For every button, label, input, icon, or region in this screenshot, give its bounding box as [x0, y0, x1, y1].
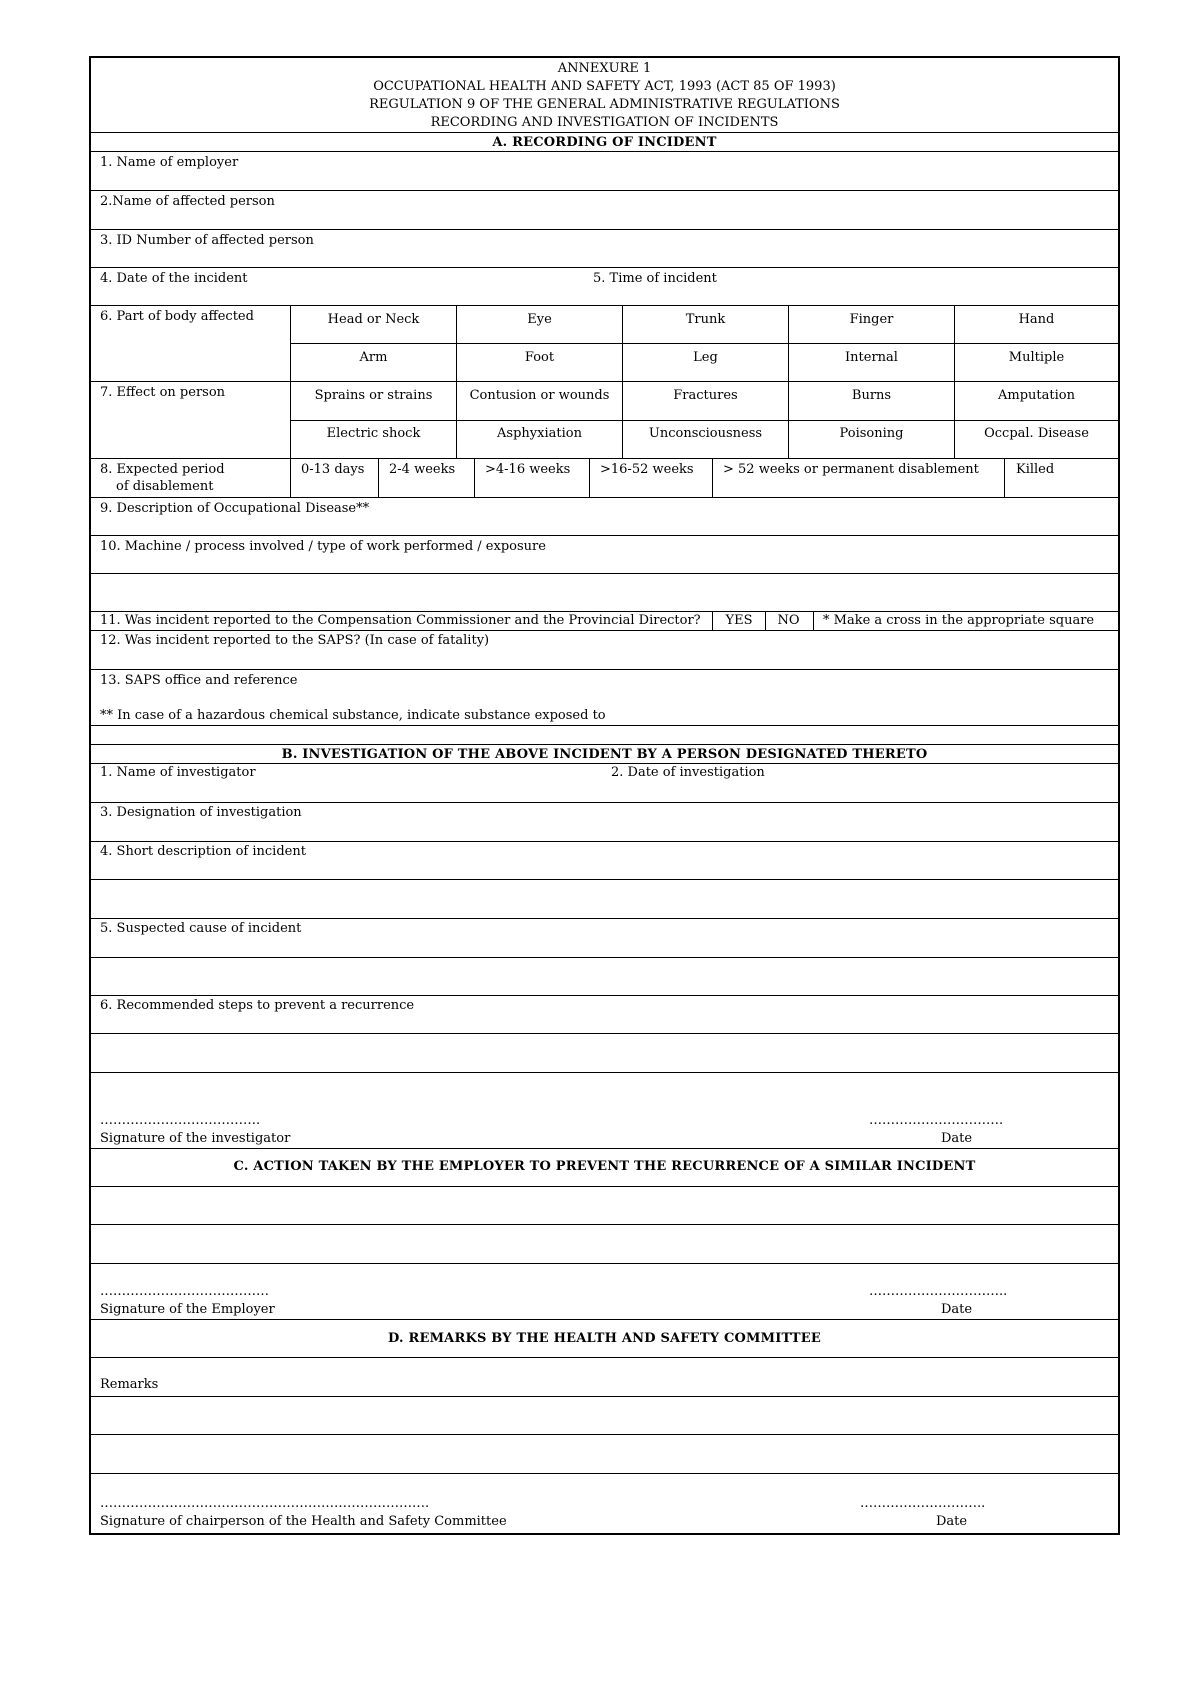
option-burns[interactable]: Burns	[851, 388, 892, 403]
body-part-col	[290, 306, 456, 381]
id-number-field[interactable]	[91, 230, 1118, 268]
option-internal[interactable]: Internal	[845, 350, 898, 365]
committee-date-label: Date	[936, 1514, 968, 1529]
investigator-signature-block[interactable]	[91, 1073, 1118, 1149]
saps-office-label: 13. SAPS office and reference	[100, 673, 298, 688]
remarks-field[interactable]	[91, 1358, 1118, 1397]
body-part-grid	[91, 306, 1118, 382]
designation-field[interactable]	[91, 803, 1118, 842]
committee-signature-label: Signature of chairperson of the Health and Safety Committee	[100, 1514, 507, 1529]
period-option-label: > 52 weeks or permanent disablement	[723, 462, 979, 477]
hazard-note: ** In case of a hazardous chemical substance, indicate substance exposed to	[100, 708, 606, 723]
option-electric-shock[interactable]: Electric shock	[326, 426, 421, 441]
option-arm[interactable]: Arm	[359, 350, 388, 365]
form-header	[91, 58, 1118, 133]
employer-date-label: Date	[941, 1302, 973, 1317]
investigator-signature-line: ……………………………….	[100, 1113, 261, 1128]
compensation-report-row	[91, 612, 1118, 631]
employer-date-line: …………………………..	[869, 1284, 1008, 1299]
incident-form	[89, 56, 1120, 1535]
body-part-label: 6. Part of body affected	[100, 309, 254, 324]
id-number-label: 3. ID Number of affected person	[100, 233, 314, 248]
no-label: NO	[777, 613, 800, 628]
body-part-col	[622, 306, 788, 381]
period-option-label: Killed	[1016, 462, 1055, 477]
option-sprains[interactable]: Sprains or strains	[314, 388, 433, 403]
committee-date-line: ………………………..	[860, 1496, 986, 1511]
recommended-steps-extra-line[interactable]	[91, 1034, 1118, 1073]
section-d-title	[91, 1320, 1118, 1358]
committee-signature-block[interactable]	[91, 1474, 1118, 1535]
body-part-col	[954, 306, 1118, 381]
machine-process-extra-line[interactable]	[91, 574, 1118, 612]
recommended-steps-field[interactable]	[91, 996, 1118, 1034]
investigator-date-line: ………………………….	[869, 1113, 1004, 1128]
employer-name-field[interactable]	[91, 152, 1118, 191]
saps-report-label: 12. Was incident reported to the SAPS? (In case of fatality)	[100, 633, 490, 648]
option-fractures[interactable]: Fractures	[673, 388, 738, 403]
section-c-heading: C. ACTION TAKEN BY THE EMPLOYER TO PREVENT THE RECURRENCE OF A SIMILAR INCIDENT	[233, 1159, 976, 1174]
remarks-line-2[interactable]	[91, 1397, 1118, 1435]
investigator-row[interactable]	[91, 764, 1118, 803]
remarks-line-3[interactable]	[91, 1435, 1118, 1474]
header-annexure: ANNEXURE 1	[557, 61, 652, 76]
employer-signature-line: …………………………………	[100, 1284, 269, 1299]
period-option-label: >16-52 weeks	[600, 462, 694, 477]
option-multiple[interactable]: Multiple	[1008, 350, 1065, 365]
affected-person-label: 2.Name of affected person	[100, 194, 275, 209]
investigator-date-label: Date	[941, 1131, 973, 1146]
compensation-report-label: 11. Was incident reported to the Compensation Commissioner and the Provincial Director?	[100, 613, 701, 628]
section-b-heading: B. INVESTIGATION OF THE ABOVE INCIDENT BY A PERSON DESIGNATED THERETO	[281, 747, 928, 762]
option-poisoning[interactable]: Poisoning	[839, 426, 904, 441]
yes-checkbox[interactable]	[712, 612, 766, 630]
yes-label: YES	[725, 613, 753, 628]
option-amputation[interactable]: Amputation	[998, 388, 1075, 403]
period-option-label: >4-16 weeks	[485, 462, 571, 477]
body-part-col	[788, 306, 954, 381]
occupational-disease-field[interactable]	[91, 498, 1118, 536]
option-head-or-neck[interactable]: Head or Neck	[327, 312, 420, 327]
option-trunk[interactable]: Trunk	[685, 312, 726, 327]
machine-process-label: 10. Machine / process involved / type of work performed / exposure	[100, 539, 546, 554]
section-d-heading: D. REMARKS BY THE HEALTH AND SAFETY COMMITTEE	[388, 1331, 821, 1346]
body-part-col	[456, 306, 622, 381]
option-eye[interactable]: Eye	[527, 312, 552, 327]
option-unconsciousness[interactable]: Unconsciousness	[648, 426, 763, 441]
blank-spacer-row	[91, 726, 1118, 745]
saps-office-field[interactable]	[91, 670, 1118, 726]
employer-action-line-2[interactable]	[91, 1225, 1118, 1264]
header-regulation: REGULATION 9 OF THE GENERAL ADMINISTRATIVE REGULATIONS	[369, 97, 840, 112]
committee-signature-line: ………………………………………………………………….	[100, 1496, 430, 1511]
option-foot[interactable]: Foot	[524, 350, 555, 365]
option-killed[interactable]	[1004, 459, 1118, 497]
option-leg[interactable]: Leg	[693, 350, 718, 365]
effect-col	[788, 382, 954, 458]
date-time-row[interactable]	[91, 268, 1118, 306]
header-title: RECORDING AND INVESTIGATION OF INCIDENTS	[430, 115, 779, 130]
option-contusion[interactable]: Contusion or wounds	[469, 388, 610, 403]
option-permanent[interactable]	[712, 459, 1004, 497]
short-description-extra-line[interactable]	[91, 880, 1118, 919]
occupational-disease-label: 9. Description of Occupational Disease**	[100, 501, 370, 516]
short-description-field[interactable]	[91, 842, 1118, 880]
effect-col	[290, 382, 456, 458]
machine-process-field[interactable]	[91, 536, 1118, 574]
effect-label: 7. Effect on person	[100, 385, 226, 400]
disablement-period-row	[91, 459, 1118, 498]
investigator-signature-label: Signature of the investigator	[100, 1131, 291, 1146]
period-option-label: 0-13 days	[301, 462, 365, 477]
option-hand[interactable]: Hand	[1018, 312, 1055, 327]
cross-note: * Make a cross in the appropriate square	[823, 613, 1095, 628]
section-b-title	[91, 745, 1118, 764]
option-0-13-days[interactable]	[290, 459, 378, 497]
section-c-title	[91, 1149, 1118, 1187]
period-label: 8. Expected period	[100, 462, 225, 477]
recommended-steps-label: 6. Recommended steps to prevent a recurrence	[100, 998, 415, 1013]
short-description-label: 4. Short description of incident	[100, 844, 306, 859]
suspected-cause-field[interactable]	[91, 919, 1118, 958]
period-option-label: 2-4 weeks	[389, 462, 456, 477]
header-act: OCCUPATIONAL HEALTH AND SAFETY ACT, 1993 (ACT 85 OF 1993)	[373, 79, 836, 94]
effect-col	[456, 382, 622, 458]
employer-name-label: 1. Name of employer	[100, 155, 239, 170]
investigation-date-label: 2. Date of investigation	[611, 765, 765, 780]
option-16-52-weeks[interactable]	[589, 459, 712, 497]
remarks-label: Remarks	[100, 1377, 159, 1392]
effect-grid	[91, 382, 1118, 459]
employer-signature-block[interactable]	[91, 1264, 1118, 1320]
designation-label: 3. Designation of investigation	[100, 805, 302, 820]
investigator-name-label: 1. Name of investigator	[100, 765, 256, 780]
no-checkbox[interactable]	[764, 612, 814, 630]
period-label-2: of disablement	[116, 479, 214, 494]
affected-person-field[interactable]	[91, 191, 1118, 230]
employer-action-line-1[interactable]	[91, 1187, 1118, 1225]
incident-date-label: 4. Date of the incident	[100, 271, 248, 286]
option-asphyxiation[interactable]: Asphyxiation	[497, 426, 582, 441]
option-4-16-weeks[interactable]	[474, 459, 589, 497]
option-2-4-weeks[interactable]	[378, 459, 474, 497]
option-finger[interactable]: Finger	[849, 312, 894, 327]
option-occupational-disease[interactable]: Occpal. Disease	[984, 426, 1089, 441]
suspected-cause-label: 5. Suspected cause of incident	[100, 921, 302, 936]
effect-col	[622, 382, 788, 458]
section-a-heading: A. RECORDING OF INCIDENT	[492, 135, 717, 150]
saps-report-field[interactable]	[91, 631, 1118, 670]
employer-signature-label: Signature of the Employer	[100, 1302, 275, 1317]
suspected-cause-extra-line[interactable]	[91, 958, 1118, 996]
incident-time-label: 5. Time of incident	[593, 271, 717, 286]
effect-col	[954, 382, 1118, 458]
section-a-title	[91, 133, 1118, 152]
